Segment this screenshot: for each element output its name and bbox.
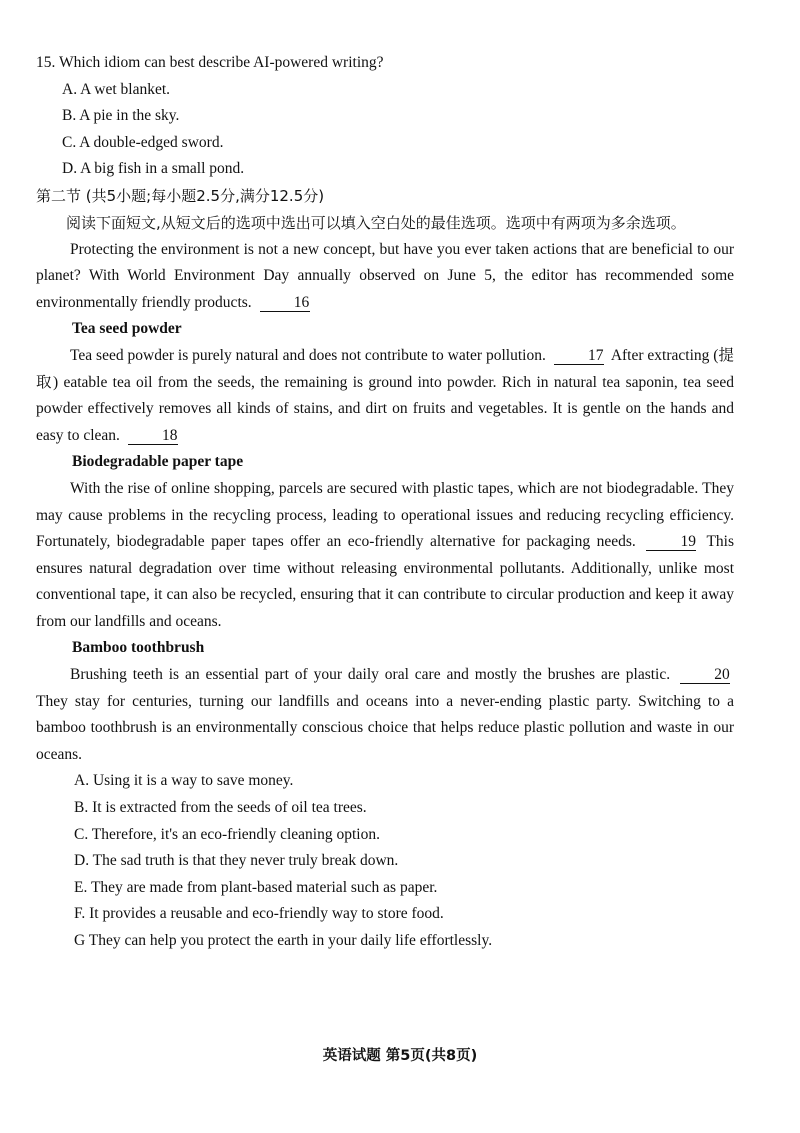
tape-text-1: With the rise of online shopping, parcels are secured with plastic tapes, which are not biodegradable. They may cause problems in the recycling process, leading to operational issues and reducing recycling efficiency. Fortunately, biodegradable paper tapes offer an eco-friendly alternative for packaging needs. xyxy=(36,479,734,551)
section-2-heading: 第二节 (共5小题;每小题2.5分,满分12.5分) xyxy=(36,186,325,205)
tape-text-2: This ensures natural degradation over time without releasing environmental pollutants. Additionally, unlike most conventional tape, it can also be recycled, ensuring that it can contribute to circular production and keep it away from our landfills and oceans. xyxy=(36,533,734,630)
page-footer: 英语试题 第5页(共8页) xyxy=(322,1048,478,1064)
paragraph-paper-tape xyxy=(36,476,734,636)
heading-paper-tape: Biodegradable paper tape xyxy=(72,453,244,471)
paragraph-bamboo xyxy=(36,662,734,768)
heading-bamboo-toothbrush: Bamboo toothbrush xyxy=(72,639,205,657)
passage-intro xyxy=(36,237,734,317)
blank-19: 19 xyxy=(646,533,696,551)
choice-d: D. The sad truth is that they never truly break down. xyxy=(74,852,399,870)
bamboo-text-2: They stay for centuries, turning our landfills and oceans into a never-ending plastic party. Switching to a bamboo toothbrush is an environmentally conscious choice that helps reduce plastic pollution and waste in our oceans. xyxy=(36,692,734,763)
paragraph-tea-seed xyxy=(36,343,734,449)
heading-tea-seed-powder: Tea seed powder xyxy=(72,320,182,338)
choice-e: E. They are made from plant-based material such as paper. xyxy=(74,878,438,896)
blank-20: 20 xyxy=(680,666,730,684)
choice-c: C. Therefore, it's an eco-friendly cleaning option. xyxy=(74,825,380,843)
section-2-instruction: 阅读下面短文,从短文后的选项中选出可以填入空白处的最佳选项。选项中有两项为多余选项。 xyxy=(66,213,686,232)
choice-b: B. It is extracted from the seeds of oil tea trees. xyxy=(74,799,367,817)
blank-17: 17 xyxy=(554,347,604,365)
question-15-option-a: A. A wet blanket. xyxy=(62,80,171,98)
choice-f: F. It provides a reusable and eco-friendly way to store food. xyxy=(74,905,444,923)
blank-18: 18 xyxy=(128,427,178,445)
passage-intro-text: Protecting the environment is not a new concept, but have you ever taken actions that are beneficial to our planet? With World Environment Day annually observed on June 5, the editor has recommended some environmentally friendly products. xyxy=(36,240,734,311)
tea-text-1: Tea seed powder is purely natural and does not contribute to water pollution. xyxy=(70,346,546,364)
tea-text-2: After extracting (提取) eatable tea oil from the seeds, the remaining is ground into powder. Rich in natural tea saponin, tea seed powder effectively removes all kinds of stains, and dirt on fruits and vegetables. It is gentle on the hands and easy to clean. xyxy=(36,346,734,444)
question-15-stem: 15. Which idiom can best describe AI-powered writing? xyxy=(36,54,384,71)
choice-a: A. Using it is a way to save money. xyxy=(74,772,294,790)
bamboo-text-1: Brushing teeth is an essential part of your daily oral care and mostly the brushes are plastic. xyxy=(70,666,671,684)
choice-g: G They can help you protect the earth in your daily life effortlessly. xyxy=(74,932,493,949)
question-15-option-b: B. A pie in the sky. xyxy=(62,107,180,125)
blank-16: 16 xyxy=(260,294,310,312)
question-15-option-c: C. A double-edged sword. xyxy=(62,133,224,151)
question-15-option-d: D. A big fish in a small pond. xyxy=(62,160,245,178)
